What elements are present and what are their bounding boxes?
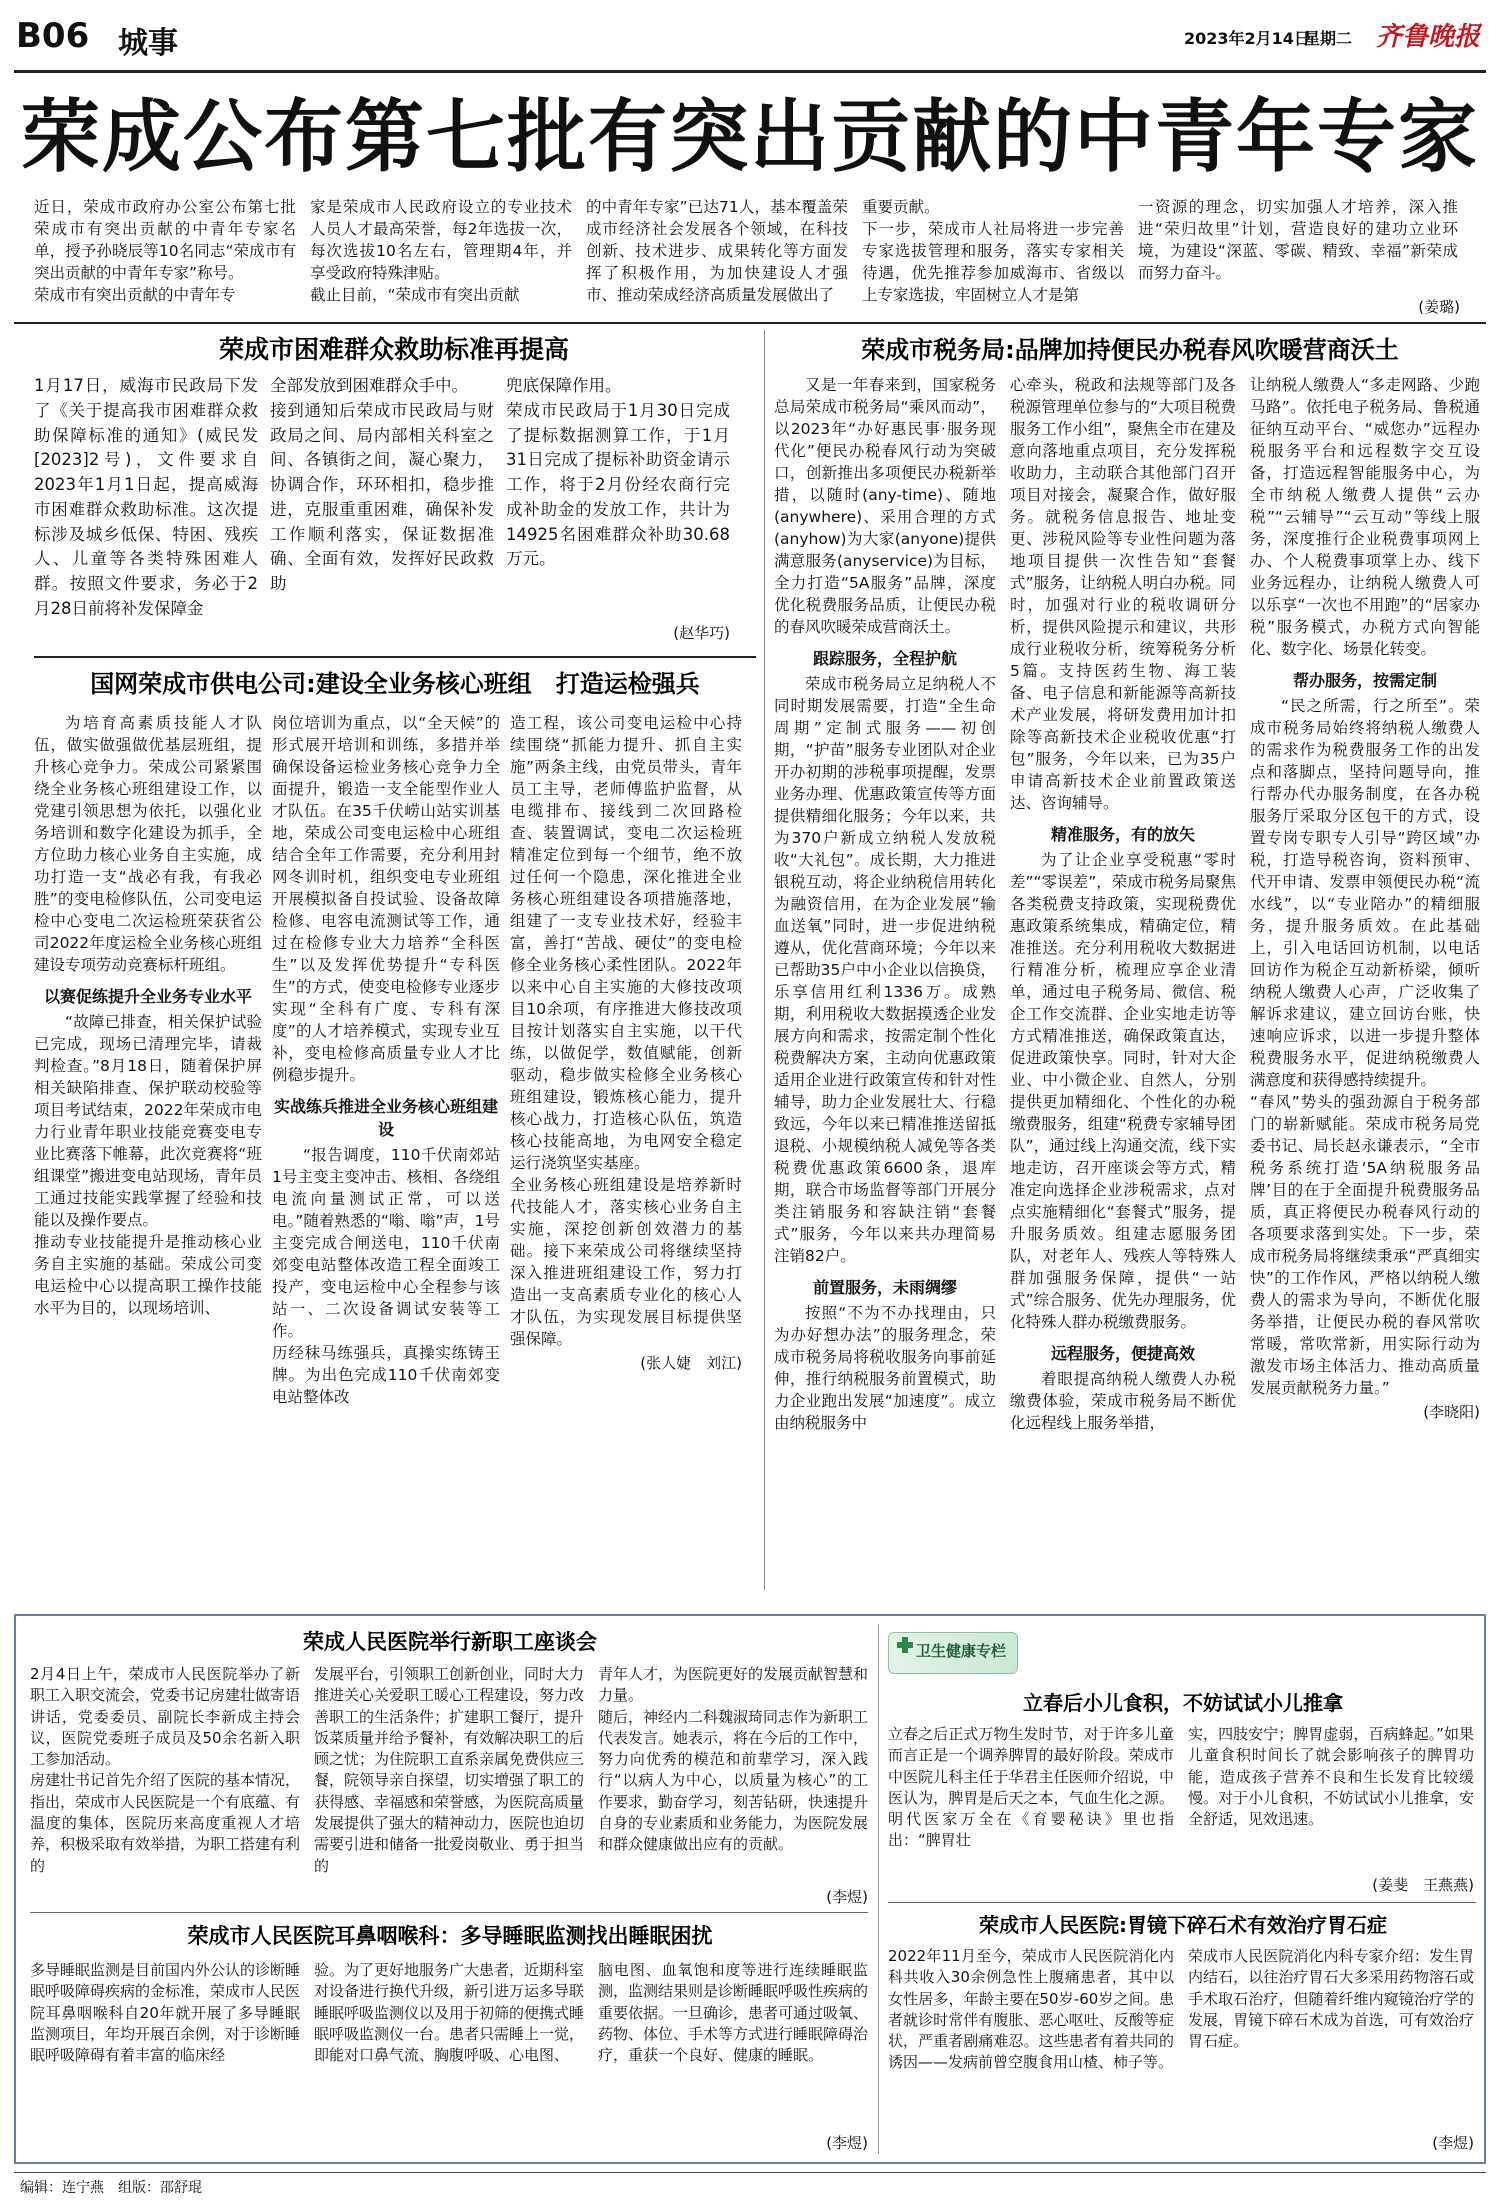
page-number: B06 (16, 16, 90, 56)
bottom4-author: (李煜) (1432, 2134, 1474, 2152)
article2-subheading-2: 实战练兵推进全业务核心班组建设 (273, 1097, 498, 1139)
footer-editor: 编辑：连宁燕 组版：邵舒琨 (20, 2180, 202, 2196)
newspaper-logo: 齐鲁晚报 (1376, 22, 1481, 52)
article3-subheading-2: 前置服务，未雨绸缪 (812, 1278, 957, 1297)
main-col-4: 重要贡献。 下一步，荣成市人社局将进一步完善专家选拔管理和服务，落实专家相关待遇，优先推荐参加威海市、省级以上专家选拔，牢固树立人才是第 (862, 198, 1124, 304)
bottom3-col-1: 立春之后正式万物生发时节，对于许多儿童而言正是一个调养脾胃的最好阶段。荣成市中医院儿科主任于华君主任医师介绍说，中医认为，脾胃是后天之本，气血生化之源。明代医家万全在《育婴秘诀》里也指出：“脾胃壮 (888, 1725, 1174, 1850)
article3-col-1-text-c: 按照“不为不办找理由，只为办好想办法”的服务理念，荣成市税务局将税收服务向事前延伸，推行纳税服务前置模式，助力企业跑出发展“加速度”。成立由纳税服务中 (774, 1304, 996, 1432)
main-headline: 荣成公布第七批有突出贡献的中青年专家 (21, 90, 1479, 183)
article2-col-3 (510, 712, 742, 1572)
article2-subheading-1: 以赛促练提升全业务专业水平 (43, 987, 252, 1006)
article2-col-2 (272, 712, 500, 1572)
article3-col-3-text-b: “民之所需，行之所至”。荣成市税务局始终将纳税人缴费人的需求作为税费服务工作的出发点和落脚点，坚持问题导向，推行帮办代办服务制度，在各办税服务厅采取分区包干的方式，设置专岗专职专人引导“跨区域”办税，打造导税咨询，资料预审、代开申请、发票申领便民办税“流水线”，以“专业陪办”的精细服务，提升服务质效。在此基础上，引入电话回访机制，以电话回访作为税企互动新桥梁，倾听纳税人缴费人心声，广泛收集了解诉求建议，建立回访台账，快速响应诉求，以进一步提升整体税费服务水平，促进纳税缴费人满意度和获得感持续提升。 “春风”势头的强劲源自于税务部门的崭新赋能。荣成市税务局党委书记、局长赵永谦表示，“全市税务系统打造‘5A纳税服务品牌’目的在于全面提升税费服务品质，真正将便民办税春风行动的各项要求落到实处。下一步，荣成市税务局将继续秉承“严真细实快”的工作作风，严格以纳税人缴费人的需求为导向，不断优化服务举措，让便民办税的春风常吹常暖，常吹常新，用实际行动为激发市场主体活力、推动高质量发展贡献税务力量。” (1250, 697, 1480, 1397)
divider-article1 (34, 656, 756, 658)
bottom2-col-3: 脑电图、血氧饱和度等进行连续睡眠监测，监测结果则是诊断睡眠呼吸性疾病的重要依据。一旦确诊，患者可通过吸氧、药物、体位、手术等方式进行睡眠障碍治疗，重获一个良好、健康的睡眠。 (598, 1961, 868, 2065)
bottom2-title: 荣成市人民医院耳鼻咽喉科：多导睡眠监测找出睡眠困扰 (187, 1924, 713, 1948)
article3-col-2-text: 心牵头，税政和法规等部门及各税源管理单位参与的“大项目税费服务工作小组”，聚焦全市在建及意向落地重点项目，充分发挥税收助力，主动联合其他部门召开项目对接会，凝聚合作，做好服务。就税务信息报告、地址变更、涉税风险等专业性问题为落地项目提供一次性告知“套餐式”服务，让纳税人明白办税。同时，加强对行业的税收调研分析，提供风险提示和建议，共形成行业税收分析，统筹税务分析5篇。支持医药生物、海工装备、电子信息和新能源等高新技术产业发展，将研发费用加计扣除等高新技术企业税收优惠“打包”服务，今年以来，已为35户申请高新技术企业前置政策送达、咨询辅导。 (1010, 376, 1236, 812)
article3-col-1-text-b: 荣成市税务局立足纳税人不同时期发展需要，打造“全生命周期”定制式服务——初创期，“护苗”服务专业团队对企业开办初期的涉税事项提醒，发票业务办理、优惠政策宣传等方面提供精细化服务；今年以来，共为370户新成立纳税人发放税收“大礼包”。成长期，大力推进银税互动，将企业纳税信用转化为融资信用，在为企业发展“输血送氧”同时，进一步促进纳税遵从，优化营商环境；今年以来已帮助35户中小企业以信换贷，乐享信用红利1336万。成熟期，利用税收大数据摸透企业发展方向和需求，按需定制个性化税费解决方案，主动向优惠政策适用企业进行政策宣传和针对性辅导，助力企业发展壮大、行稳致远，今年以来已精准推送留抵退税、小规模纳税人减免等各类税费优惠政策6600条，退库期，联合市场监督等部门开展分类注销服务和容缺注销“套餐式”服务，今年以来共办理简易注销82户。 (774, 675, 996, 1265)
article3-col-2-text-b: 为了让企业享受税惠“零时差”“零误差”，荣成市税务局聚焦各类税费支持政策，实现税费优惠政策系统集成，精确定位，精准推送。充分利用税收大数据进行精准分析，梳理应享企业清单，通过电子税务局、微信、税企工作交流群、企业实地走访等方式精准推送，确保政策直达，促进政策快享。同时，针对大企业、中小微企业、自然人，分别提供更加精细化、个性化的办税缴费服务，组建“税费专家辅导团队”，通过线上沟通交流，线下实地走访，召开座谈会等方式，精准定向选择企业涉税需求，点对点实施精细化“套餐式”服务，提升服务质效。组建志愿服务团队，对老年人、残疾人等特殊人群加强服务保障，提供“一站式”综合服务、优先办理服务，优化特殊人群办税缴费服务。 (1010, 851, 1236, 1331)
bottom2-col-2: 验。为了更好地服务广大患者，近期科室对设备进行换代升级，新引进万运多导联睡眠呼吸监测仪以及用于初筛的便携式睡眠呼吸监测仪一台。患者只需睡上一觉，即能对口鼻气流、胸腹呼吸、心电图、 (314, 1961, 584, 2065)
bottom1-author: (李煜) (826, 1888, 868, 1906)
article3-title: 荣成市税务局:品牌加持便民办税春风吹暖营商沃土 (861, 336, 1399, 364)
header-rule (14, 70, 1486, 73)
section-name: 城事 (118, 26, 178, 61)
bottom3-title: 立春后小儿食积，不妨试试小儿推拿 (1023, 1691, 1343, 1715)
article1-col-2: 全部发放到困难群众手中。 接到通知后荣成市民政局与财政局之间、局内部相关科室之间、各镇街之间，凝心聚力，协调合作，环环相扣，稳步推进，克服重重困难，确保补发工作顺利落实，保证数据准确、全面有效，发挥好民政救助 (270, 376, 494, 593)
bottom1-col-1: 2月4日上午，荣成市人民医院举办了新职工入职交流会，党委书记房建壮做寄语讲话，党委委员、副院长李新成主持会议，医院党委班子成员及50余名新入职工参加活动。 房建壮书记首先介绍了医院的基本情况，指出，荣成市人民医院是一个有底蕴、有温度的集体，医院历来高度重视人才培养，积极采取有效举措，为职工搭建有利的 (30, 1665, 300, 1875)
article3-subheading-5: 帮办服务，按需定制 (1292, 671, 1437, 690)
footer-rule (14, 2172, 1486, 2173)
article3-subheading-4: 远程服务，便捷高效 (1050, 1344, 1195, 1363)
main-col-3: 的中青年专家”已达71人，基本覆盖荣成市经济社会发展各个领域，在科技创新、技术进步、成果转化等方面发挥了积极作用，为加快建设人才强市、推动荣成经济高质量发展做出了 (586, 198, 848, 304)
bottom3-col-2: 实，四肢安宁；脾胃虚弱，百病蜂起。”如果儿童食积时间长了就会影响孩子的脾胃功能，造成孩子营养不良和生长发育比较缓慢。对于小儿食积，不妨试试小儿推拿，安全舒适，见效迅速。 (1188, 1725, 1474, 1829)
article1-col-3: 兜底保障作用。 荣成市民政局于1月30日完成了提标数据测算工作，于1月31日完成了提标补助资金请示工作，将于2月份经农商行完成补助金的发放工作，共计为14925名困难群众补助30.68万元。 (506, 376, 730, 569)
article2-title: 国网荣成市供电公司:建设全业务核心班组 打造运检强兵 (90, 670, 700, 698)
bottom1-col-3: 青年人才，为医院更好的发展贡献智慧和力量。 随后，神经内二科魏淑琦同志作为新职工代表发言。她表示，将在今后的工作中，努力向优秀的模范和前辈学习，深入践行“以病人为中心，以质量为核心”的工作要求，勤奋学习，刻苦钻研，快速提升自身的专业素质和业务能力，为医院发展和群众健康做出应有的贡献。 (598, 1665, 868, 1854)
bottom2-col-1: 多导睡眠监测是目前国内外公认的诊断睡眠呼吸障碍疾病的金标准，荣成市人民医院耳鼻咽喉科自20年就开展了多导睡眠监测项目，年均开展百余例，对于诊断睡眠呼吸障碍有着丰富的临床经 (30, 1961, 300, 2065)
article3-subheading-3: 精准服务，有的放矢 (1050, 825, 1195, 844)
article3-col-1 (774, 374, 996, 1592)
column-divider (764, 330, 765, 1590)
article1-title: 荣成市困难群众救助标准再提高 (218, 335, 569, 364)
main-col-1: 近日，荣成市政府办公室公布第七批荣成市有突出贡献的中青年专家名单，授予孙晓辰等10名同志“荣成市有突出贡献的中青年专家”称号。 荣成市有突出贡献的中青年专 (34, 198, 296, 304)
bottom4-title: 荣成市人民医院:胃镜下碎石术有效治疗胃石症 (979, 1913, 1387, 1937)
article3-subheading-1: 跟踪服务，全程护航 (812, 649, 957, 668)
health-column-label (888, 1626, 1088, 1682)
article3-col-2-text-c: 着眼提高纳税人缴费人办税缴费体验，荣成市税务局不断优化远程线上服务举措， (1010, 1370, 1236, 1432)
article3-col-3-text: 让纳税人缴费人“多走网路、少跑马路”。依托电子税务局、鲁税通征纳互动平台、“威您办”远程办税服务平台和远程数字交互设备，打造远程智能服务中心，为全市纳税人缴费人提供“云办税”“云辅导”“云互动”等线上服务，深度推行企业税费事项网上办、个人税费事项掌上办、线下业务远程办，让纳税人缴费人可以乐享“一次也不用跑”的“居家办税”服务模式，办税方式向智能化、数字化、场景化转变。 (1250, 376, 1480, 658)
bottom2-author: (李煜) (826, 2134, 868, 2152)
bottom4-col-1: 2022年11月至今，荣成市人民医院消化内科共收入30余例急性上腹痛患者，其中以女性居多，年龄主要在50岁-60岁之间。患者就诊时常伴有腹胀、恶心呕吐、反酸等症状，严重者剧痛难忍。这些患者有着共同的诱因——发病前曾空腹食用山楂、柿子等。 (888, 1947, 1174, 2072)
health-cross-icon (896, 1636, 914, 1654)
health-label-text: 卫生健康专栏 (916, 1642, 1007, 1660)
article2-col-1 (34, 712, 262, 1572)
article3-col-2 (1010, 374, 1236, 1592)
bottom1-col-2: 发展平台，引领职工创新创业，同时大力推进关心关爱职工暖心工程建设，努力改善职工的生活条件；扩建职工餐厅，提升饭菜质量并给予餐补，有效解决职工的后顾之忧；为住院职工直系亲属免费供应三餐，院领导亲自探望，切实增强了职工的获得感、幸福感和荣誉感，为医院高质量发展提供了强大的精神动力，医院也迫切需要引进和储备一批爱岗敬业、勇于担当的 (314, 1665, 584, 1875)
article2-col-1-text: 为培育高素质技能人才队伍，做实做强做优基层班组，提升核心竞争力。荣成公司紧紧围绕全业务核心班组建设工作，以党建引领思想为依托，以强化业务培训和数字化建设为抓手，全方位助力核心业务自主实施，成功打造一支“战必有我，有我必胜”的变电检修队伍，公司变电运检中心变电二次运检班荣获省公司2022年度运检全业务核心班组建设专项劳动竞赛标杆班组。 (34, 714, 262, 974)
article1-author: (赵华巧) (673, 624, 730, 642)
main-author: (姜璐) (1418, 298, 1460, 316)
bottom-divider-2 (888, 1902, 1476, 1903)
article3-col-1-text: 又是一年春来到，国家税务总局荣成市税务局“乘风而动”，以2023年“办好惠民事·服务现代化”便民办税春风行动为突破口，创新推出多项便民办税新举措，以随时(any-time)、随地(anywhere)、采用合理的方式(anyhow)为大家(anyone)提供满意服务(anyservice)为目标，全力打造“5A服务”品牌，深度优化税费服务品质，让便民办税的春风吹暖荣成营商沃土。 (774, 376, 996, 636)
article2-col-1-text-b: “故障已排查，相关保护试验已完成，现场已清理完毕，请裁判检查。”8月18日，随着保护屏相关缺陷排查、保护联动校验等项目考试结束，2022年荣成市电力行业青年职业技能竞赛变电专业比赛落下帷幕，此次竞赛将“班组课堂”搬进变电站现场，青年员工通过技能实践掌握了经验和技能以及操作要点。 推动专业技能提升是推动核心业务自主实施的基础。荣成公司变电运检中心以提高职工操作技能水平为目的，以现场培训、 (34, 1013, 262, 1317)
page-header (14, 14, 1486, 70)
article3-col-3 (1250, 374, 1480, 1592)
main-col-2: 家是荣成市人民政府设立的专业技术人员人才最高荣誉，每2年选拔一次，每次选拔10名左右，管理期4年，并享受政府特殊津贴。 截止目前，“荣成市有突出贡献 (310, 198, 572, 304)
bottom-divider-1 (30, 1912, 868, 1913)
article3-author: (李晓阳) (1423, 1403, 1480, 1421)
bottom4-col-2: 荣成市人民医院消化内科专家介绍：发生胃内结石，以往治疗胃石大多采用药物溶石或手术取石治疗，但随着纤维内窥镜治疗学的发展，胃镜下碎石术成为首选，可有效治疗胃石症。 (1188, 1947, 1474, 2051)
article2-col-3-text: 造工程，该公司变电运检中心持续围绕“抓能力提升、抓自主实施”两条主线，由党员带头，青年员工主导，老师傅监护监督，从电缆排布、接线到二次回路检查、装置调试，变电二次运检班精准定位到每一个细节，绝不放过任何一个隐患，深化推进全业务核心班组建设各项措施落地，组建了一支专业技术好，经验丰富，善打“苦战、硬仗”的变电检修全业务核心柔性团队。2022年以来中心自主实施的大修技改项目10余项，有序推进大修技改项目按计划落实自主实施，以干代练，以做促学，数值赋能，创新驱动，稳步做实检修全业务核心班组建设，锻炼核心能力，提升核心战力，打造核心队伍，筑造核心技能高地，为电网安全稳定运行浇筑坚实基座。 全业务核心班组建设是培养新时代技能人才，落实核心业务自主实施，深挖创新创效潜力的基础。接下来荣成公司将继续坚持深入推进班组建设工作，努力打造出一支高素质专业化的核心人才队伍，为实现发展目标提供坚强保障。 (510, 714, 742, 1348)
issue-weekday: 星期二 (1304, 29, 1353, 48)
main-col-5: 一资源的理念，切实加强人才培养，深入推进“荣归故里”计划，营造良好的建功立业环境，为建设“深蓝、零碳、精致、幸福”新荣成而努力奋斗。 (1138, 198, 1458, 282)
article1-col-1: 1月17日，威海市民政局下发了《关于提高我市困难群众救助保障标准的通知》(威民发[2023]2号)，文件要求自2023年1月1日起，提高威海市困难群众救助标准。这次提标涉及城乡低保、特困、残疾人、儿童等各类特殊困难人群。按照文件要求，务必于2月28日前将补发保障金 (34, 376, 258, 618)
issue-date: 2023年2月14日 (1184, 29, 1310, 48)
article2-author: (张人婕 刘江) (640, 1354, 742, 1372)
divider-below-main (14, 322, 1486, 324)
article2-col-2-text: 岗位培训为重点，以“全天候”的形式展开培训和训练，多措并举确保设备运检业务核心竞争力全面提升，锻造一支全能型作业人才队伍。在35千伏崂山站实训基地，荣成公司变电运检中心班组结合全年工作需要，充分利用封网冬训时机，组织变电专业班组开展模拟备自投试验、设备故障检修、电容电流测试等工作，通过在检修专业大力培养“全科医生”以及发挥优势提升“专科医生”的方式，使变电检修专业逐步实现“全科有广度、专科有深度”的人才培养模式，实现专业互补，变电检修高质量专业人才比例稳步提升。 (272, 714, 500, 1084)
bottom3-author: (姜斐 王燕燕) (1372, 1876, 1474, 1894)
bottom1-title: 荣成人民医院举行新职工座谈会 (303, 1630, 597, 1654)
bottom-column-divider (878, 1624, 879, 2154)
article2-col-2-text-b: “报告调度，110千伏南郊站1号主变主变冲击、核相、各绕组电流向量测试正常，可以送电。”随着熟悉的“嗡、嗡”声，1号主变完成合闸送电，110千伏南郊变电站整体改造工程全面竣工投产，变电运检中心全程参与该站一、二次设备调试安装等工作。 历经秣马练强兵，真操实练铸王牌。为出色完成110千伏南郊变电站整体改 (272, 1146, 500, 1406)
